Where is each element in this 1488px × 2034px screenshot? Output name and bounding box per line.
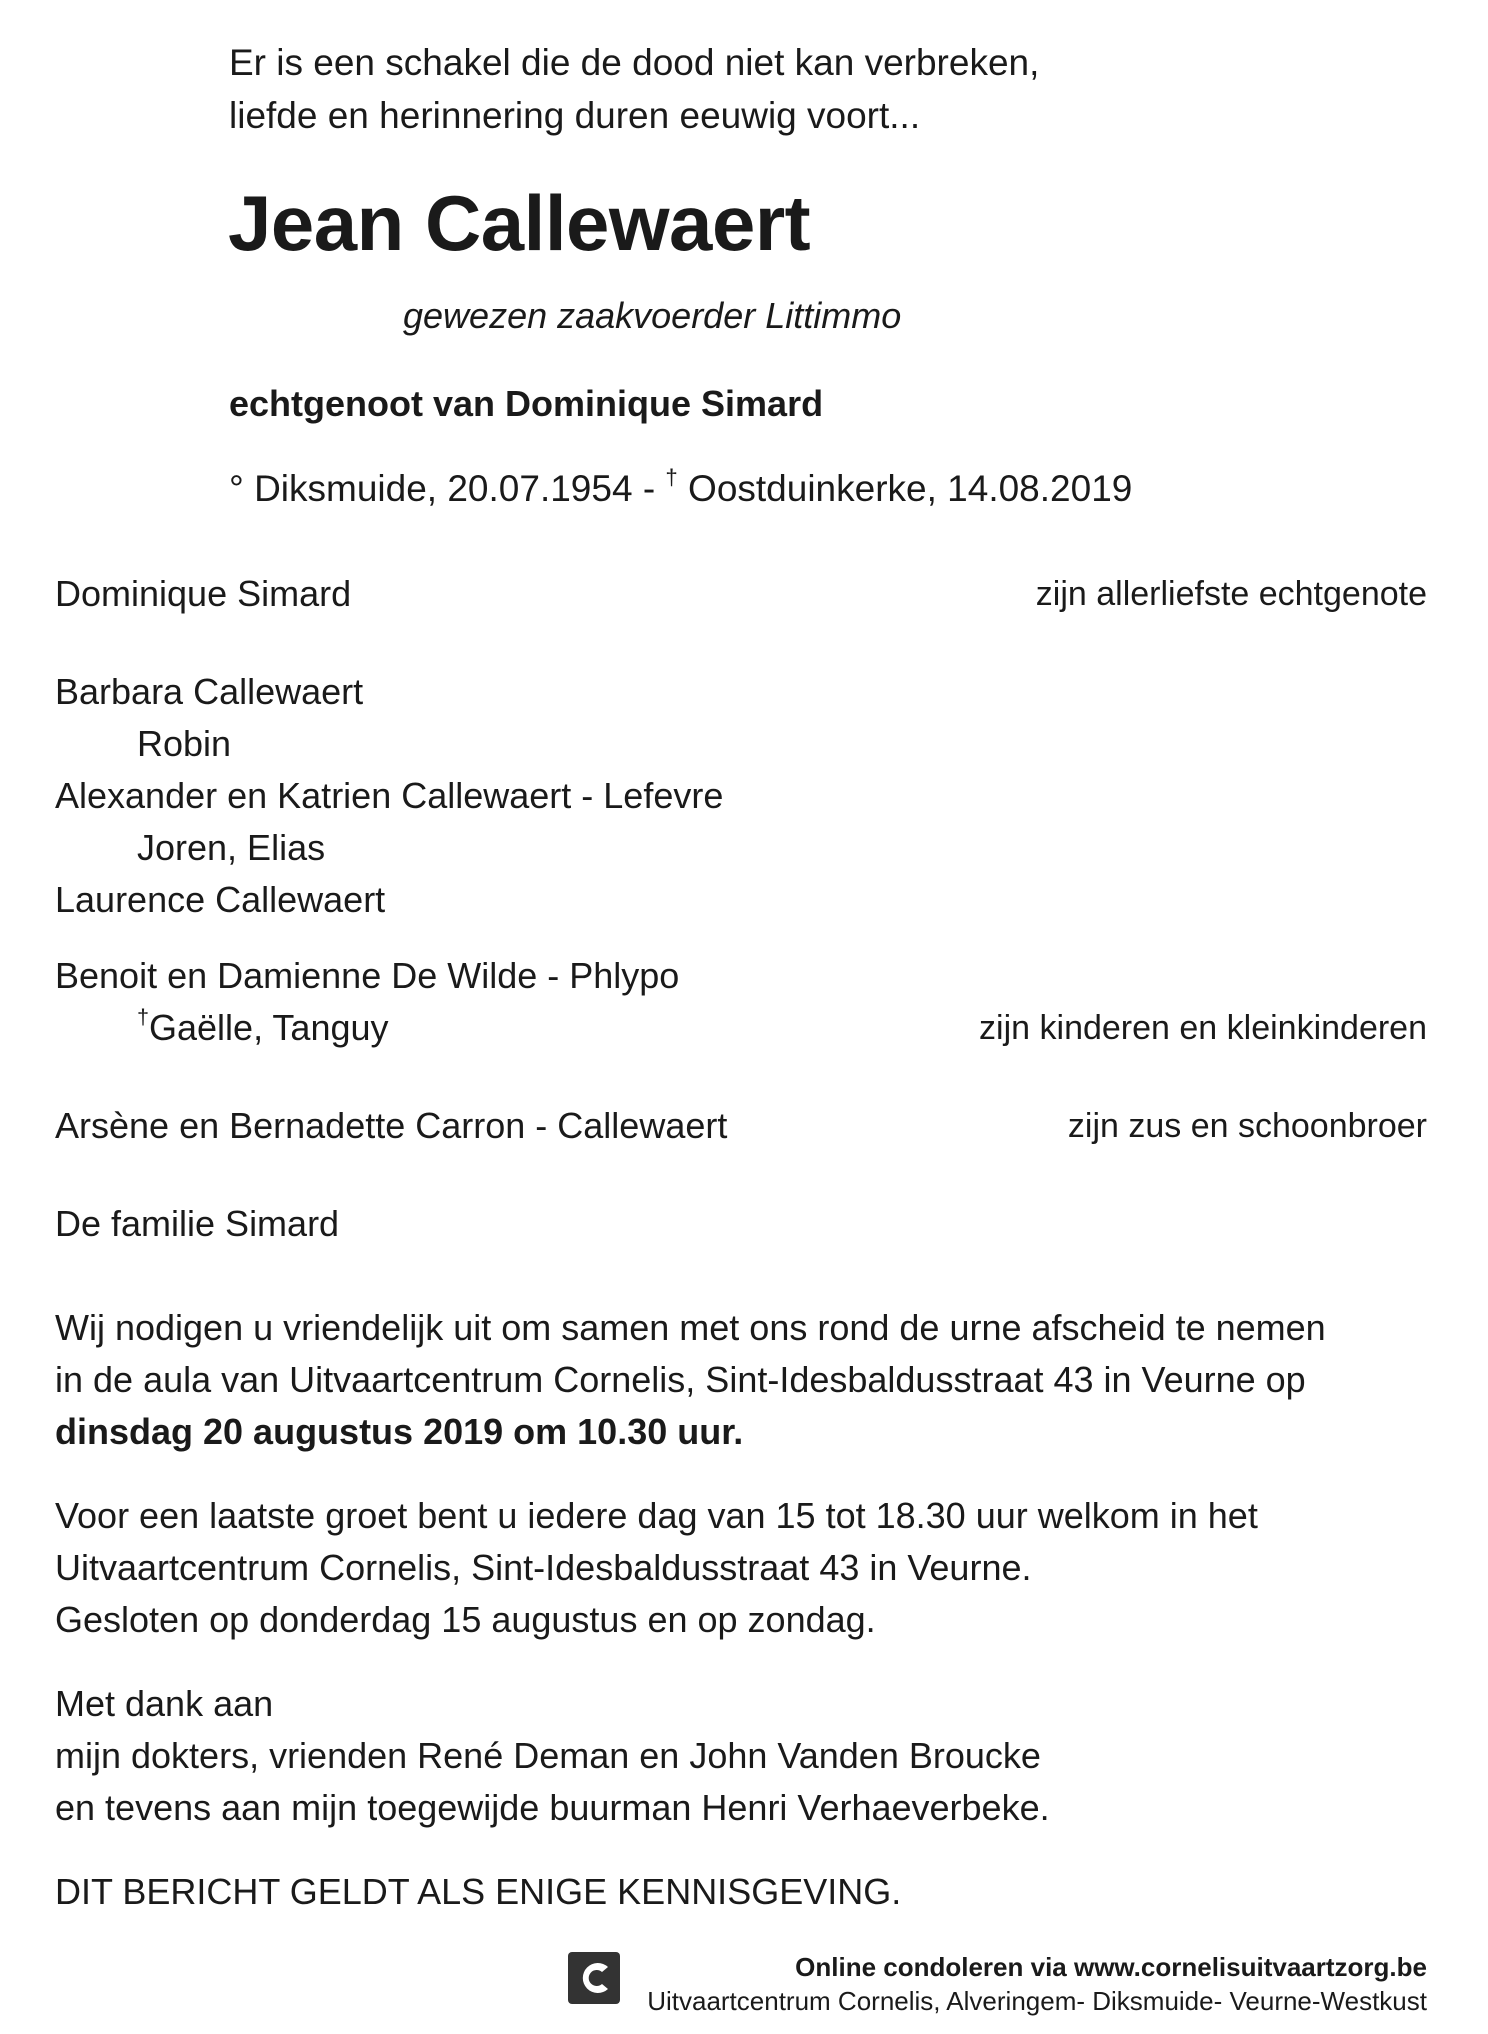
invitation-date: dinsdag 20 augustus 2019 om 10.30 uur.: [55, 1411, 744, 1452]
sister-name: Arsène en Bernadette Carron - Callewaert: [55, 1105, 728, 1146]
quote-line-1: Er is een schakel die de dood niet kan verbreken,: [229, 42, 1040, 83]
child-4: Benoit en Damienne De Wilde - Phlypo: [55, 955, 680, 996]
deceased-name: Jean Callewaert: [228, 179, 811, 267]
invitation-block: [55, 1302, 1326, 1458]
cornelis-logo-icon: [566, 1950, 622, 2006]
visit-line-2: Uitvaartcentrum Cornelis, Sint-Idesbaldusstraat 43 in Veurne.: [55, 1547, 1032, 1588]
grandchild-2: Joren, Elias: [137, 827, 326, 868]
child-3: Laurence Callewaert: [55, 879, 386, 920]
sister-relation: zijn zus en schoonbroer: [1067, 1107, 1427, 1145]
child-1: Barbara Callewaert: [55, 671, 364, 712]
death-info: Oostduinkerke, 14.08.2019: [688, 468, 1133, 509]
family-simard: De familie Simard: [55, 1203, 340, 1244]
children-relation: zijn kinderen en kleinkinderen: [979, 1009, 1427, 1047]
deceased-title: gewezen zaakvoerder Littimmo: [403, 295, 902, 336]
grandchild-3: [55, 1002, 389, 1054]
spouse-line: echtgenoot van Dominique Simard: [229, 383, 824, 424]
thanks-line-2: mijn dokters, vrienden René Deman en John Vanden Broucke: [55, 1735, 1041, 1776]
grandchild-symbol: †: [137, 1003, 150, 1029]
footer-condolence: Online condoleren via www.cornelisuitvaartzorg.be: [795, 1952, 1427, 1982]
death-symbol: †: [665, 464, 678, 490]
thanks-block: [55, 1678, 1050, 1834]
children-list: [55, 666, 723, 926]
invitation-line-1: Wij nodigen u vriendelijk uit om samen met ons rond de urne afscheid te nemen: [55, 1307, 1326, 1348]
visit-block: [55, 1490, 1258, 1646]
visit-line-3: Gesloten op donderdag 15 augustus en op zondag.: [55, 1599, 876, 1640]
birth-death-dates: [229, 464, 1132, 514]
invitation-line-2: in de aula van Uitvaartcentrum Cornelis, Sint-Idesbaldusstraat 43 in Veurne op: [55, 1359, 1306, 1400]
quote-block: [229, 36, 1039, 142]
child-2: Alexander en Katrien Callewaert - Lefevre: [55, 775, 724, 816]
grandchild-3-names: Gaëlle, Tanguy: [149, 1007, 389, 1048]
visit-line-1: Voor een laatste groet bent u iedere dag van 15 tot 18.30 uur welkom in het: [55, 1495, 1258, 1536]
family-spouse-relation: zijn allerliefste echtgenote: [1035, 575, 1427, 613]
footer-company: Uitvaartcentrum Cornelis, Alveringem- Diksmuide- Veurne-Westkust: [647, 1986, 1427, 2016]
birth-symbol: °: [229, 468, 244, 509]
family-spouse-name: Dominique Simard: [55, 573, 352, 614]
grandchild-1: Robin: [137, 723, 232, 764]
birth-info: Diksmuide, 20.07.1954 -: [254, 468, 656, 509]
thanks-line-1: Met dank aan: [55, 1683, 274, 1724]
quote-line-2: liefde en herinnering duren eeuwig voort...: [229, 95, 921, 136]
notice-line: DIT BERICHT GELDT ALS ENIGE KENNISGEVING.: [55, 1871, 902, 1912]
thanks-line-3: en tevens aan mijn toegewijde buurman Henri Verhaeverbeke.: [55, 1787, 1050, 1828]
